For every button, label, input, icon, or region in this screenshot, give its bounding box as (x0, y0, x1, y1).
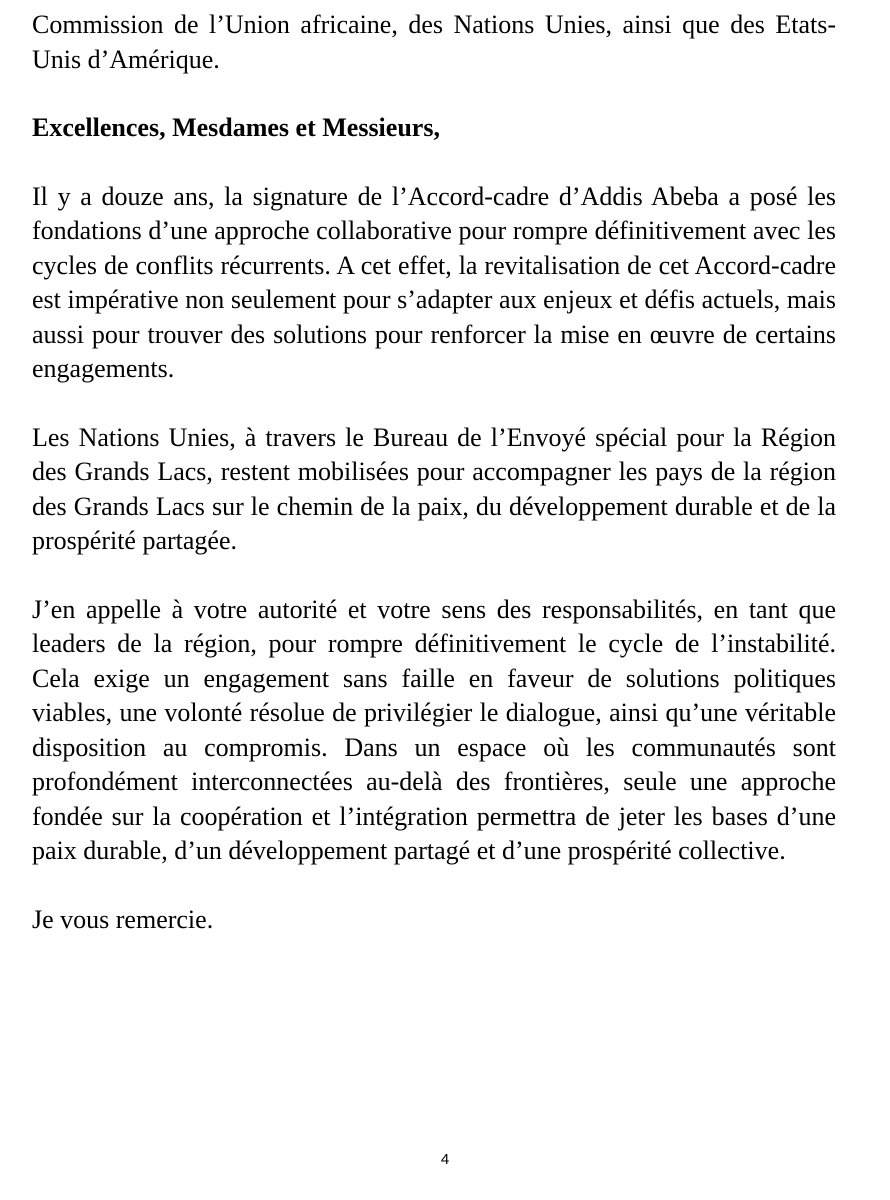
body-paragraph-1: Il y a douze ans, la signature de l’Accord-cadre d’Addis Abeba a posé les fondations d’une approche collaborative pour rompre définitivement avec les cycles de conflits récurrents. A cet effet, la revitalisation de cet Accord-cadre est impérative non seulement pour s’adapter aux enjeux et défis actuels, mais aussi pour trouver des solutions pour renforcer la mise en œuvre de certains engagements. (32, 181, 836, 383)
closing-line: Je vous remercie. (32, 904, 214, 934)
intro-paragraph: Commission de l’Union africaine, des Nations Unies, ainsi que des Etats-Unis d’Amérique. (32, 10, 836, 74)
salutation-heading: Excellences, Mesdames et Messieurs, (32, 113, 440, 142)
document-page (32, 8, 836, 971)
page-number: 4 (440, 1151, 450, 1168)
body-paragraph-2: Les Nations Unies, à travers le Bureau de l’Envoyé spécial pour la Région des Grands Lacs, restent mobilisées pour accompagner les pays de la région des Grands Lacs sur le chemin de la paix, du développement durable et de la prospérité partagée. (32, 422, 836, 555)
body-paragraph-3: J’en appelle à votre autorité et votre sens des responsabilités, en tant que leaders de la région, pour rompre définitivement le cycle de l’instabilité. Cela exige un engagement sans faille en faveur de solutions politiques viables, une volonté résolue de privilégier le dialogue, ainsi qu’une véritable disposition au compromis. Dans un espace où les communautés sont profondément interconnectées au-delà des frontières, seule une approche fondée sur la coopération et l’intégration permettra de jeter les bases d’une paix durable, d’un développement partagé et d’une prospérité collective. (32, 594, 836, 865)
